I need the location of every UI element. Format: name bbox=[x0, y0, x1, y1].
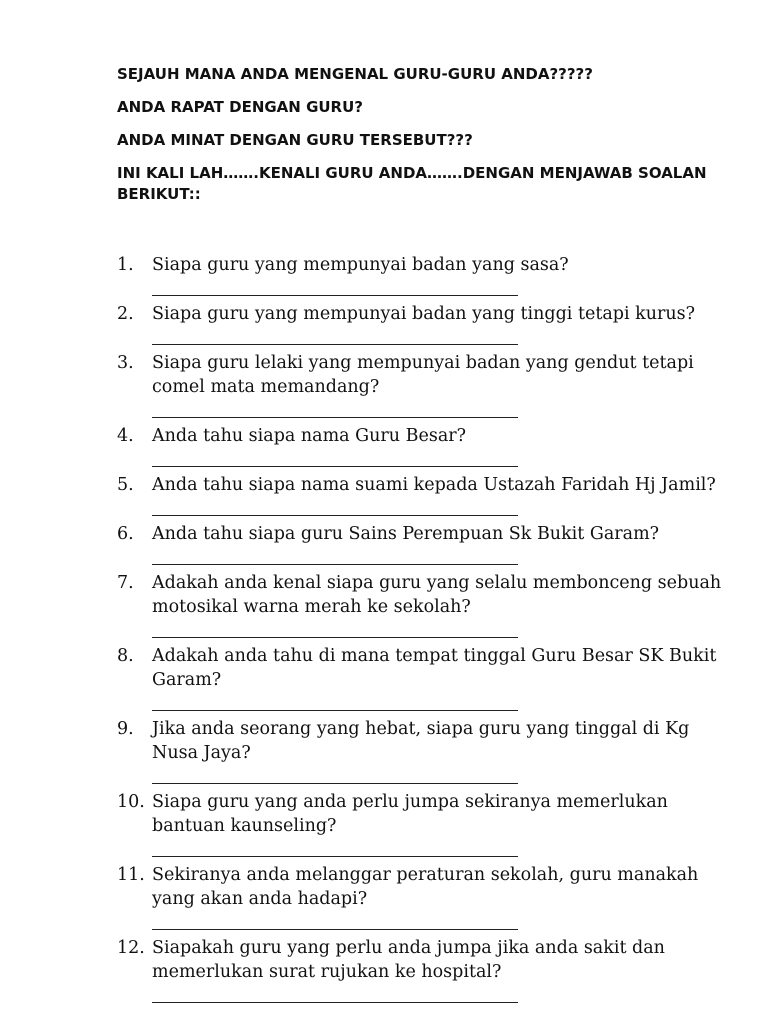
question-number: 10. bbox=[117, 792, 145, 812]
question-text: Anda tahu siapa nama suami kepada Ustazah Faridah Hj Jamil? bbox=[152, 475, 716, 495]
question-number: 8. bbox=[117, 646, 134, 666]
question-text: Siapakah guru yang perlu anda jumpa jika anda sakit dan memerlukan surat rujukan ke hospital? bbox=[152, 938, 665, 982]
question-list bbox=[117, 253, 737, 1009]
answer-line[interactable] bbox=[152, 692, 518, 711]
question-number: 4. bbox=[117, 426, 134, 446]
question-item bbox=[117, 644, 737, 711]
question-number: 6. bbox=[117, 524, 134, 544]
question-item bbox=[117, 473, 737, 516]
question-text: Sekiranya anda melanggar peraturan sekolah, guru manakah yang akan anda hadapi? bbox=[152, 865, 699, 909]
question-number: 12. bbox=[117, 938, 145, 958]
question-text: Jika anda seorang yang hebat, siapa guru yang tinggal di Kg Nusa Jaya? bbox=[152, 719, 690, 763]
question-number: 7. bbox=[117, 573, 134, 593]
question-text: Siapa guru yang anda perlu jumpa sekiranya memerlukan bantuan kaunseling? bbox=[152, 792, 668, 836]
question-item bbox=[117, 790, 737, 857]
answer-line[interactable] bbox=[152, 838, 518, 857]
question-number: 11. bbox=[117, 865, 145, 885]
question-number: 1. bbox=[117, 255, 134, 275]
question-text: Siapa guru yang mempunyai badan yang sasa? bbox=[152, 255, 569, 275]
question-text: Siapa guru lelaki yang mempunyai badan yang gendut tetapi comel mata memandang? bbox=[152, 353, 694, 397]
answer-line[interactable] bbox=[152, 984, 518, 1003]
answer-line[interactable] bbox=[152, 546, 518, 565]
question-item bbox=[117, 351, 737, 418]
answer-line[interactable] bbox=[152, 326, 518, 345]
question-text: Adakah anda kenal siapa guru yang selalu membonceng sebuah motosikal warna merah ke sekolah? bbox=[152, 573, 722, 617]
document-header bbox=[117, 64, 717, 217]
question-item bbox=[117, 936, 737, 1003]
answer-line[interactable] bbox=[152, 765, 518, 784]
question-item bbox=[117, 253, 737, 296]
question-text: Siapa guru yang mempunyai badan yang tinggi tetapi kurus? bbox=[152, 304, 696, 324]
question-item bbox=[117, 717, 737, 784]
answer-line[interactable] bbox=[152, 911, 518, 930]
question-text: Anda tahu siapa guru Sains Perempuan Sk Bukit Garam? bbox=[152, 524, 660, 544]
answer-line[interactable] bbox=[152, 399, 518, 418]
question-number: 2. bbox=[117, 304, 134, 324]
answer-line[interactable] bbox=[152, 448, 518, 467]
question-item bbox=[117, 571, 737, 638]
question-number: 9. bbox=[117, 719, 134, 739]
header-line-3: ANDA MINAT DENGAN GURU TERSEBUT??? bbox=[117, 131, 473, 149]
header-line-4: INI KALI LAH…….KENALI GURU ANDA…….DENGAN MENJAWAB SOALAN BERIKUT:: bbox=[117, 164, 707, 203]
question-text: Anda tahu siapa nama Guru Besar? bbox=[152, 426, 467, 446]
answer-line[interactable] bbox=[152, 619, 518, 638]
question-item bbox=[117, 522, 737, 565]
header-line-1: SEJAUH MANA ANDA MENGENAL GURU-GURU ANDA????? bbox=[117, 65, 593, 83]
question-item bbox=[117, 863, 737, 930]
question-number: 5. bbox=[117, 475, 134, 495]
question-number: 3. bbox=[117, 353, 134, 373]
answer-line[interactable] bbox=[152, 497, 518, 516]
question-text: Adakah anda tahu di mana tempat tinggal Guru Besar SK Bukit Garam? bbox=[152, 646, 717, 690]
header-line-2: ANDA RAPAT DENGAN GURU? bbox=[117, 98, 363, 116]
question-item bbox=[117, 424, 737, 467]
answer-line[interactable] bbox=[152, 277, 518, 296]
question-item bbox=[117, 302, 737, 345]
